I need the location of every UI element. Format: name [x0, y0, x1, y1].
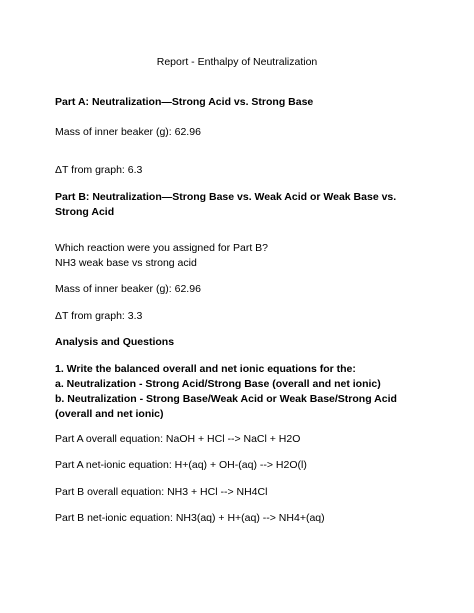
- part-b-overall-equation: Part B overall equation: NH3 + HCl --> NH4Cl: [55, 486, 268, 498]
- part-a-delta-t: ΔT from graph: 6.3: [55, 164, 143, 176]
- part-b-net-ionic-equation: Part B net-ionic equation: NH3(aq) + H+(aq) --> NH4+(aq): [55, 512, 325, 524]
- part-a-net-ionic-equation: Part A net-ionic equation: H+(aq) + OH-(aq) --> H2O(l): [55, 459, 307, 471]
- part-b-answer: NH3 weak base vs strong acid: [55, 257, 197, 269]
- part-b-question: Which reaction were you assigned for Part B?: [55, 242, 269, 254]
- part-b-delta-t: ΔT from graph: 3.3: [55, 310, 143, 322]
- part-a-heading: Part A: Neutralization—Strong Acid vs. Strong Base: [55, 96, 314, 108]
- part-a-mass: Mass of inner beaker (g): 62.96: [55, 126, 201, 138]
- part-b-heading-line-2: Strong Acid: [55, 206, 115, 218]
- question-1-line-3: b. Neutralization - Strong Base/Weak Acid or Weak Base/Strong Acid: [55, 393, 397, 405]
- question-1-line-1: 1. Write the balanced overall and net ionic equations for the:: [55, 363, 356, 375]
- part-a-overall-equation: Part A overall equation: NaOH + HCl --> NaCl + H2O: [55, 433, 301, 445]
- analysis-heading: Analysis and Questions: [55, 336, 175, 348]
- question-1-line-2: a. Neutralization - Strong Acid/Strong Base (overall and net ionic): [55, 378, 381, 390]
- report-title: Report - Enthalpy of Neutralization: [156, 56, 318, 68]
- part-b-heading-line-1: Part B: Neutralization—Strong Base vs. Weak Acid or Weak Base vs.: [55, 191, 397, 203]
- part-b-mass: Mass of inner beaker (g): 62.96: [55, 283, 201, 295]
- question-1-line-4: (overall and net ionic): [55, 408, 164, 420]
